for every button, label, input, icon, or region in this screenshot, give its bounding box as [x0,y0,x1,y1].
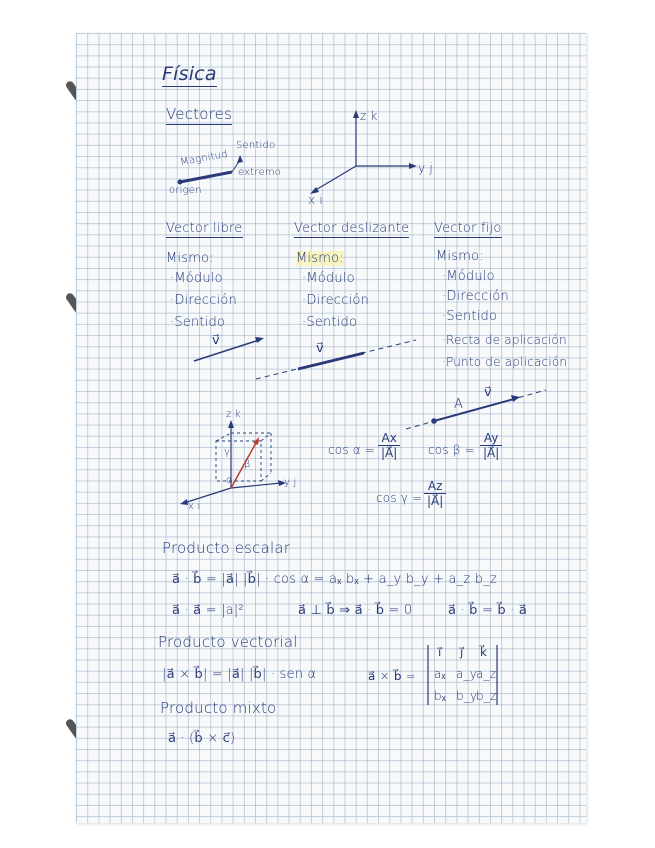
cos-gamma-num: Az [424,479,446,494]
vector-deslizante-v: v⃗ [316,341,324,356]
vector-fijo-item: ·Punto de aplicación [442,355,568,369]
diag-y-label: y j [284,477,297,488]
producto-escalar-line1: a⃗ · b⃗ = |a⃗| |b⃗| · cos α = aₓ bₓ + a_y b_y + a_z b_z [172,572,497,587]
matrix-cell: k⃗ [480,645,488,659]
diag-x-label: x i [188,501,201,512]
vector-libre-v: v⃗ [212,333,220,348]
matrix-cell: bₓ [434,689,446,703]
label-sentido: Sentido [236,140,276,151]
cos-beta-fraction [480,431,502,460]
axis-x-label: x i [308,193,323,207]
vector-fijo-mismo: Mismo: [436,249,484,264]
vector-fijo-item: ·Módulo [442,269,495,284]
matrix-cell: a_y [456,667,478,681]
diag-alpha: α [226,475,233,486]
vector-fijo-v: v⃗ [484,385,492,400]
label-extremo: extremo [238,167,282,178]
vector-deslizante-item: ·Dirección [302,293,369,308]
cos-alpha-lhs: cos α = [328,443,376,457]
vector-fijo-item: ·Recta de aplicación [442,333,567,347]
matrix-cell: aₓ [434,667,446,681]
vector-fijo-point: A [454,397,464,412]
producto-escalar-title: Producto escalar [162,539,291,557]
vector-deslizante-title: Vector deslizante [294,221,410,236]
vector-deslizante-mismo: Mismo: [296,251,344,266]
vector-libre-item: ·Sentido [170,315,226,330]
vector-deslizante-item: ·Sentido [302,315,358,330]
axis-z-label: z k [360,109,378,123]
cos-alpha-num: Ax [378,431,400,446]
producto-mixto-line1: a⃗ · (b⃗ × c⃗) [168,731,236,746]
vector-fijo-item: ·Sentido [442,309,498,324]
producto-vectorial-lhs: a⃗ × b⃗ = [368,669,416,683]
matrix-cell: j⃗ [460,645,464,659]
matrix-cell: a_z [476,667,497,681]
cos-gamma-fraction [424,479,446,508]
cos-beta-den: |A⃗| [483,446,500,460]
notebook-page [76,33,586,823]
label-origen: origen [169,185,202,196]
page-title: Física [162,63,217,85]
diag-beta: β [244,459,251,470]
matrix-cell: b_y [456,689,478,703]
cos-gamma-den: |A⃗| [427,494,444,508]
producto-escalar-line2a: a⃗ · a⃗ = |a|² [172,603,244,618]
cos-gamma-lhs: cos γ = [376,491,423,505]
axis-y-label: y j [418,161,433,175]
matrix-cell: i⃗ [438,645,442,659]
producto-vectorial-title: Producto vectorial [158,633,298,651]
producto-mixto-title: Producto mixto [160,699,277,717]
vector-libre-item: ·Dirección [170,293,237,308]
matrix-cell: b_z [476,689,497,703]
vector-deslizante-item: ·Módulo [302,271,355,286]
vector-libre-item: ·Módulo [170,271,223,286]
producto-escalar-line2b: a⃗ ⊥ b⃗ ⇒ a⃗ · b⃗ = 0 [298,603,413,618]
vector-sketch [76,33,586,823]
vector-fijo-item: ·Dirección [442,289,509,304]
diag-z-label: z k [226,409,241,420]
vector-fijo-title: Vector fijo [434,221,502,236]
label-magnitud: Magnitud [179,148,229,169]
cos-alpha-den: |A⃗| [381,446,398,460]
vector-libre-mismo: Mismo: [166,251,214,266]
section-title: Vectores [166,105,233,123]
producto-vectorial-line1: |a⃗ × b⃗| = |a⃗| |b⃗| · sen α [162,667,317,682]
cos-alpha-fraction [378,431,400,460]
producto-escalar-line2c: a⃗ · b⃗ = b⃗ · a⃗ [448,603,527,618]
cos-beta-lhs: cos β = [428,443,475,457]
vector-libre-title: Vector libre [166,221,243,236]
diag-gamma: γ [224,447,231,458]
cos-beta-num: Ay [480,431,502,446]
